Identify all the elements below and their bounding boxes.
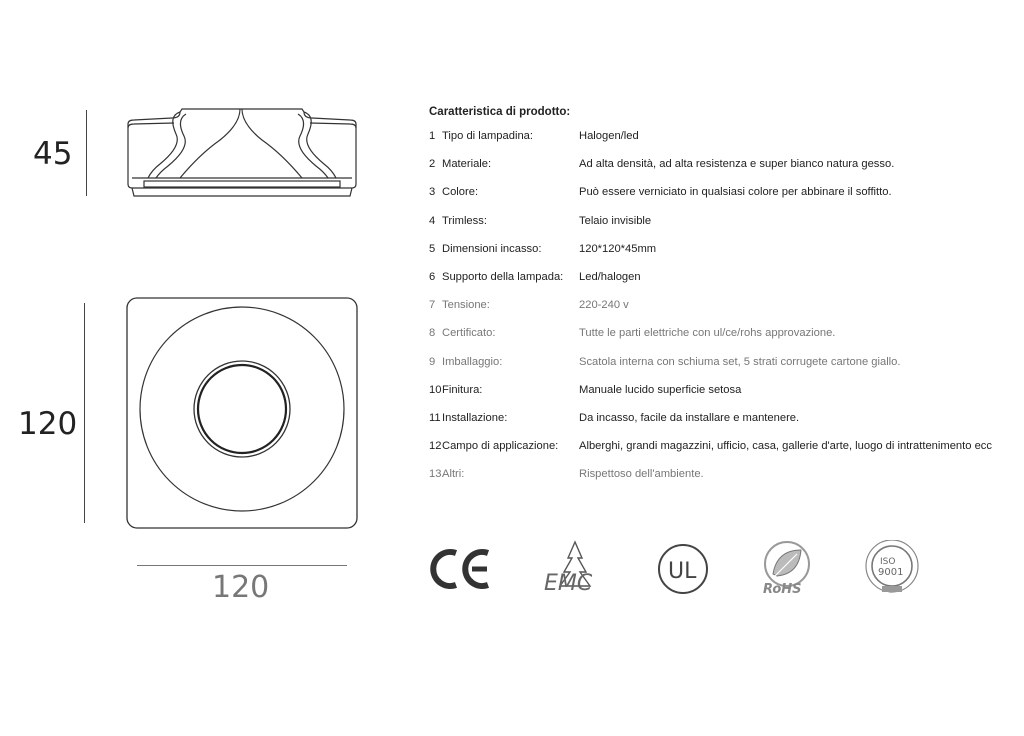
iso-logo-number: 9001	[878, 567, 904, 578]
spec-key: Installazione:	[442, 411, 508, 424]
iso-9001-logo	[862, 540, 922, 596]
spec-key: Imballaggio:	[442, 355, 503, 368]
spec-row	[429, 178, 1019, 206]
spec-key: Supporto della lampada:	[442, 270, 564, 283]
spec-value: 120*120*45mm	[579, 242, 657, 255]
iso-logo-text: ISO	[880, 557, 896, 567]
height-dimension-label: 45	[33, 136, 73, 172]
spec-value: Manuale lucido superficie setosa	[579, 383, 742, 396]
spec-row	[429, 150, 1019, 178]
spec-number: 2	[429, 158, 436, 171]
spec-value: Telaio invisible	[579, 214, 652, 227]
spec-value: Led/halogen	[579, 270, 641, 283]
spec-value: Halogen/led	[579, 130, 639, 142]
specs-title: Caratteristica di prodotto:	[429, 106, 571, 118]
rohs-logo-text: RoHS	[763, 582, 802, 597]
top-view-drawing	[124, 295, 360, 531]
spec-value: Alberghi, grandi magazzini, ufficio, casa, gallerie d'arte, luogo di intrattenimento ecc	[579, 440, 992, 453]
spec-key: Trimless:	[442, 214, 487, 227]
spec-key: Campo di applicazione:	[442, 440, 559, 453]
spec-number: 6	[429, 270, 436, 283]
ul-logo-text: UL	[668, 559, 697, 584]
spec-row	[429, 207, 1019, 235]
product-specifications	[429, 106, 1019, 488]
spec-key: Dimensioni incasso:	[442, 242, 542, 255]
spec-number: 4	[429, 214, 436, 227]
spec-row	[429, 319, 1019, 347]
spec-value: Rispettoso dell'ambiente.	[579, 468, 704, 481]
spec-row	[429, 122, 1019, 150]
spec-number: 9	[429, 355, 436, 368]
spec-value: Tutte le parti elettriche con ul/ce/rohs approvazione.	[579, 327, 836, 340]
spec-key: Tensione:	[442, 299, 490, 312]
spec-row	[429, 235, 1019, 263]
spec-row	[429, 460, 1019, 488]
spec-value: Scatola interna con schiuma set, 5 strati corrugete cartone giallo.	[579, 355, 901, 368]
spec-row	[429, 404, 1019, 432]
spec-row	[429, 348, 1019, 376]
spec-value: Da incasso, facile da installare e mantenere.	[579, 411, 800, 424]
side-dimension-label: 120	[18, 406, 78, 442]
spec-row	[429, 432, 1019, 460]
ul-logo	[656, 542, 710, 596]
spec-number: 13	[429, 468, 442, 481]
spec-number: 8	[429, 327, 436, 340]
spec-value: Può essere verniciato in qualsiasi colore per abbinare il soffitto.	[579, 186, 892, 199]
spec-number: 10	[429, 383, 442, 396]
spec-key: Tipo di lampadina:	[442, 130, 534, 142]
spec-value: Ad alta densità, ad alta resistenza e super bianco natura gesso.	[579, 158, 895, 171]
spec-number: 1	[429, 130, 436, 142]
spec-row	[429, 376, 1019, 404]
spec-row	[429, 263, 1019, 291]
side-dimension-line	[84, 303, 85, 523]
specs-list	[429, 122, 1019, 488]
spec-number: 7	[429, 299, 436, 312]
emc-logo-text: EMC	[544, 571, 593, 596]
rohs-logo	[757, 540, 817, 598]
height-dimension-line	[86, 110, 87, 196]
spec-number: 11	[429, 411, 441, 424]
width-dimension-line	[137, 565, 347, 566]
side-profile-drawing	[120, 104, 365, 204]
spec-value: 220-240 v	[579, 299, 629, 312]
width-dimension-label: 120	[212, 570, 270, 605]
ce-logo	[430, 545, 492, 593]
spec-row	[429, 291, 1019, 319]
spec-key: Certificato:	[442, 327, 496, 340]
spec-number: 12	[429, 440, 442, 453]
spec-key: Finitura:	[442, 383, 483, 396]
spec-key: Materiale:	[442, 158, 492, 171]
emc-logo	[540, 540, 610, 596]
spec-key: Colore:	[442, 186, 479, 199]
spec-number: 5	[429, 242, 436, 255]
spec-key: Altri:	[442, 468, 465, 481]
spec-number: 3	[429, 186, 436, 199]
